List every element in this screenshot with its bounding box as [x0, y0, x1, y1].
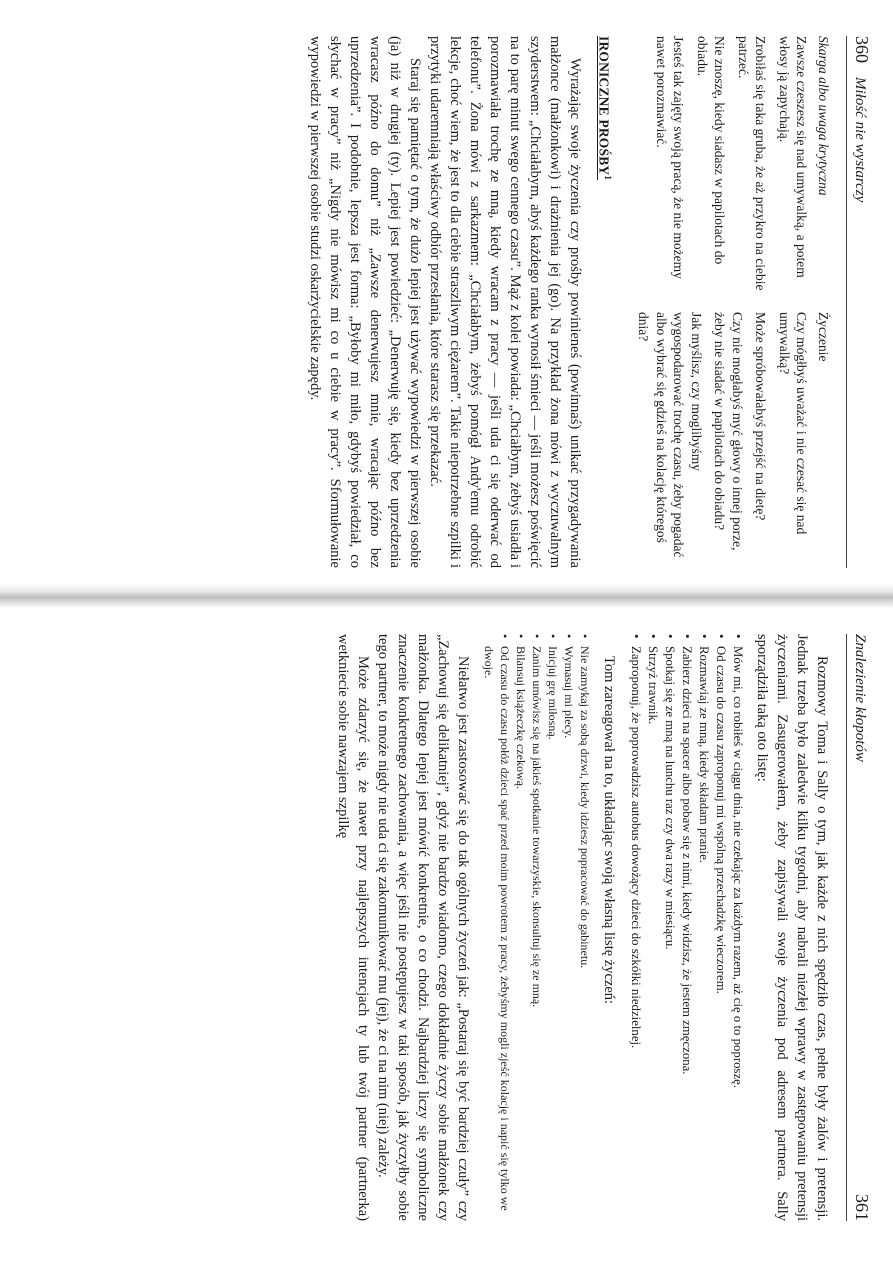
complaint-item: Zawsze czeszesz się nad umywalką, a potem włosy ją zapychają.	[777, 36, 810, 278]
complaint-item: Nie znoszę, kiedy siadasz w papilotach do obiadu.	[695, 36, 728, 265]
paragraph: Może zdarzyć się, że nawet przy najlepszych intencjach ty lub twój partner (partnerka) wetkniecie sobie nawzajem szpilkę	[335, 634, 371, 1221]
running-head-right	[846, 634, 872, 1221]
tom-intro	[599, 634, 619, 1221]
footnote-marker: 1	[603, 175, 613, 181]
page-number: 360	[852, 36, 872, 63]
list-item: • Rozmawiaj ze mną, kiedy składam pranie.	[695, 634, 712, 1221]
section-title-text: IRONICZNE PROŚBY	[596, 36, 612, 176]
list-item: • Inicjuj grę miłosną.	[545, 634, 561, 1221]
page-number: 361	[852, 1194, 872, 1221]
list-item: • Wymasuj mi plecy.	[561, 634, 577, 1221]
wish-item: Jak myślisz, czy moglibyśmy wygospodarować trochę czasu, żeby pogadać albo wybrać się gdzieś na kolację któregoś dnia?	[636, 312, 704, 558]
complaint-wish-table	[629, 36, 832, 568]
paragraph: Wyrażając swoje życzenia czy prośby powinieneś (powinnaś) unikać przygadywania małżonce (małżonkowi) i drażnienia jej (go). Na przykład żona mówi z wyczuwalnym szyderstwem: „Chciałabym, abyś każdego ranka wynosił śmieci — jeśli możesz poświęcić na to parę minut swego cennego czasu”. Mąż z kolei powiada: „Chciałbym, żebyś usiadła i porozmawiała trochę ze mną, kiedy wracam z pracy — jeśli uda ci się oderwać od telefonu”. Żona mówi z sarkazmem: „Chciałabym, żebyś pomógł Andy'emu odrobić lekcje, choć wiem, że jest to dla ciebie straszliwym ciężarem”. Takie niepotrzebne szpilki i przytyki udaremniają właściwy odbiór przesłania, które starasz się przekazać.	[427, 36, 584, 568]
wish-item: Czy nie mogłabyś myć głowy o innej porze, żeby nie siadać w papilotach do obiadu?	[712, 312, 745, 551]
paragraph: Staraj się pamiętać o tym, że dużo lepiej jest używać wypowiedzi w pierwszej osobie (ja) niż w drugiej (ty). Lepiej jest powiedzieć: „Denerwuję się, kiedy bez uprzedzenia wracasz późno do domu” niż „Zawsze denerwujesz mnie, wracając późno bez uprzedzenia”. I podobnie, lepsza jest forma: „Byłoby mi miło, gdybyś powiedział, co słychać w pracy” niż „Nigdy nie mówisz mi co u ciebie w pracy”. Sformułowanie wypowiedzi w pierwszej osobie studzi oskarżycielskie zapędy.	[307, 36, 424, 568]
running-title: Znalezienie kłopotów	[852, 634, 868, 762]
list-item: • Zaproponuj, że poprowadzisz autobus dowożący dzieci do szkółki niedzielnej.	[627, 634, 644, 1221]
list-item: • Mów mi, co robiłeś w ciągu dnia, nie czekając za każdym razem, aż cię o to poproszę.	[729, 634, 746, 1221]
page-361	[80, 620, 880, 1235]
complaint-column	[629, 36, 832, 292]
list-item: • Zanim umówisz się na jakieś spotkanie towarzyskie, skonsultuj się ze mną.	[529, 634, 545, 1221]
list-item: • Strzyż trawnik.	[644, 634, 661, 1221]
paragraph: Rozmowy Toma i Sally o tym, jak każde z nich spędziło czas, pełne były żalów i pretensji. Jednak trzeba było zaledwie kilku tygodni, aby nabrali niezłej wprawy w zastępowaniu pretensji życzeniami. Zasugerowałem, żeby zapisywali swoje życzenia pod adresem partnera. Sally sporządziła taką oto listę:	[754, 634, 830, 1221]
body-text-right	[333, 634, 473, 1221]
paragraph: Niełatwo jest zastosować się do tak ogólnych życzeń jak: „Postaraj się być bardziej czuły” czy „Zachowuj się delikatniej”, gdyż nie bardzo wiadomo, czego dokładnie życzy sobie małżonek czy małżonka. Dlatego lepiej jest mówić konkretnie, o co chodzi. Najbardziej liczy się symboliczne znaczenie konkretnego zachowania, a więc jeśli nie postępujesz w taki sposób, jak życzyłby sobie tego partner, to może nigdy nie uda ci się zakomunikować mu (jej), że ci na nim (niej) zależy.	[375, 634, 471, 1221]
wish-item: Może spróbowałabyś przejść na dietę?	[753, 312, 769, 521]
body-text-left	[306, 36, 586, 568]
list-item: • Od czasu do czasu połóż dzieci spać przed moim powrotem z pracy, żebyśmy mogli zjeść kolację i napić się tylko we dwoje.	[481, 634, 513, 1221]
list-item: • Od czasu do czasu zaproponuj mi wspólną przechadzkę wieczorem.	[712, 634, 729, 1221]
complaint-item: Jesteś tak zajęty swoją pracą, że nie możemy nawet porozmawiać.	[654, 36, 687, 279]
book-gutter	[0, 584, 893, 608]
sally-wish-list	[627, 634, 746, 1221]
tom-wish-list	[481, 634, 593, 1221]
complaint-item: Zrobiłaś się taka gruba, że aż przykro na ciebie patrzeć.	[736, 36, 769, 291]
section-title	[596, 36, 614, 568]
running-head-left	[846, 36, 872, 568]
wish-item: Czy mógłbyś uważać i nie czesać się nad umywalką?	[777, 312, 810, 535]
wish-header: Życzenie	[816, 312, 831, 362]
list-item: • Zabierz dzieci na spacer albo pobaw się z nimi, kiedy widzisz, że jestem zmęczona.	[678, 634, 695, 1221]
intro-text	[752, 634, 832, 1221]
list-item: • Bilansuj książeczkę czekową.	[513, 634, 529, 1221]
running-title: Miłość nie wystarczy	[852, 77, 868, 203]
page-360	[80, 22, 880, 582]
complaint-header: Skarga albo uwaga krytyczna	[816, 36, 831, 196]
list-item: • Nie zamykaj za sobą drzwi, kiedy idziesz popracować do gabinetu.	[577, 634, 593, 1221]
paragraph: Tom zareagował na to, układając swoją własną listę życzeń:	[601, 656, 617, 1005]
list-item: • Spotkaj się ze mną na lunchu raz czy dwa razy w miesiącu.	[661, 634, 678, 1221]
wish-column	[629, 312, 832, 568]
